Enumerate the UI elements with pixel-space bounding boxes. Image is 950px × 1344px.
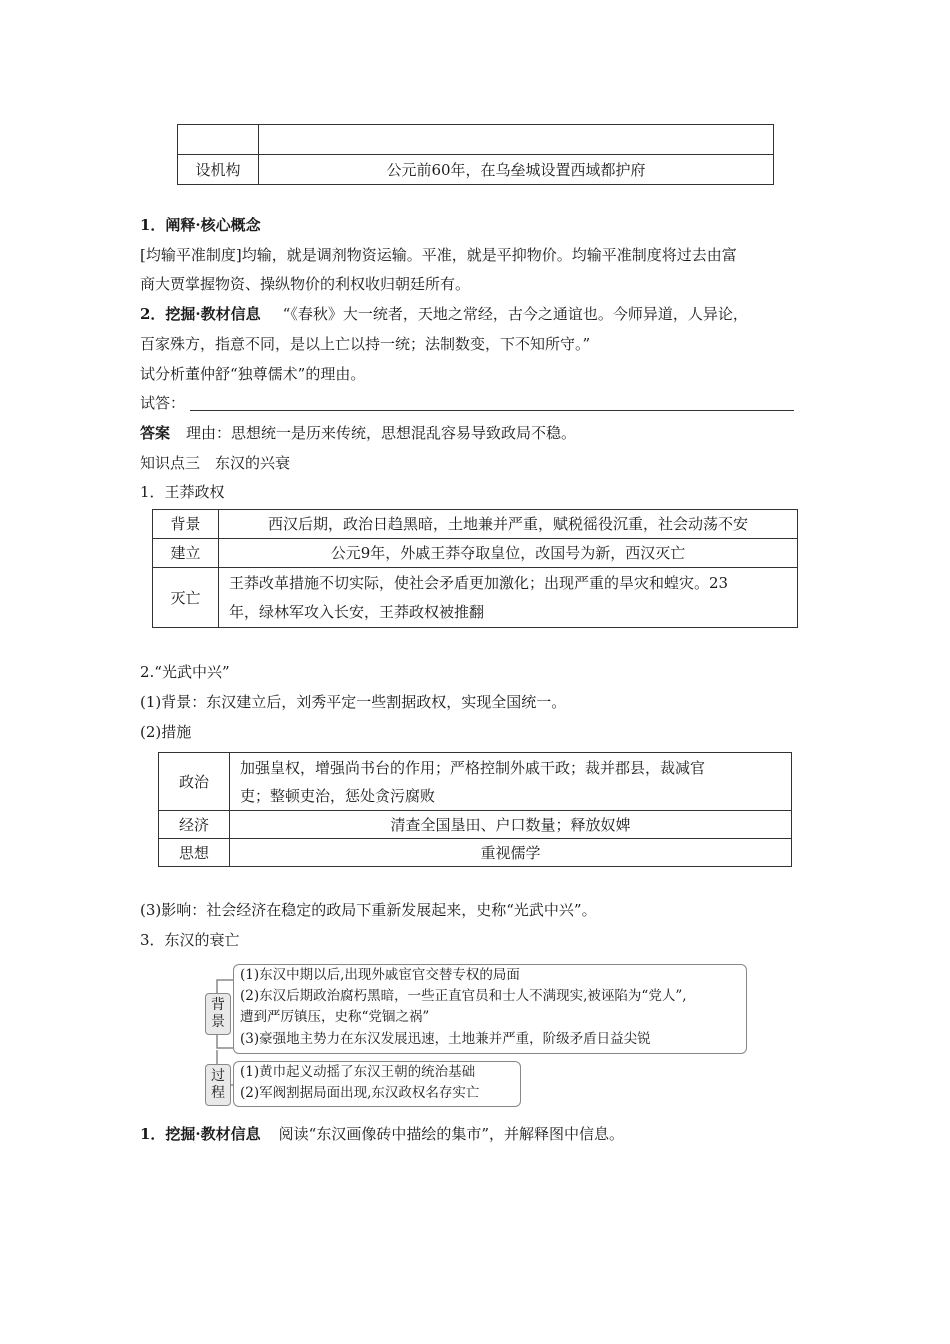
background-item: (3)豪强地主势力在东汉发展迅速，土地兼并严重，阶级矛盾日益尖锐 xyxy=(240,1031,651,1047)
try-answer-label: 试答： xyxy=(140,394,186,412)
background-item: (1)东汉中期以后,出现外戚宦官交替专权的局面 xyxy=(240,967,520,983)
process-label: 过程 xyxy=(205,1064,231,1106)
concept-text-line: [均输平准制度]均输，就是调剂物资运输。平准，就是平抑物价。均输平准制度将过去由富 xyxy=(140,246,737,264)
cell-text: 西汉后期，政治日趋黑暗，土地兼并严重，赋税徭役沉重，社会动荡不安 xyxy=(267,515,748,533)
cell-text: 清查全国垦田、户口数量；释放奴婢 xyxy=(390,815,631,834)
guangwu-measures-heading: (2)措施 xyxy=(140,723,192,741)
table-row xyxy=(159,811,792,839)
wang-mang-heading: 1．王莽政权 xyxy=(140,483,225,501)
textbook-info-heading: 2．挖掘·教材信息 xyxy=(140,305,261,323)
cell-text: 年，绿林军攻入长安，王莽政权被推翻 xyxy=(229,602,485,621)
table-cell-label: 建立 xyxy=(153,539,219,568)
background-label: 背景 xyxy=(205,993,231,1035)
knowledge-point-title: 知识点三 东汉的兴衰 xyxy=(140,454,291,472)
textbook-info-text: 阅读“东汉画像砖中描绘的集市”，并解释图中信息。 xyxy=(278,1125,625,1143)
answer-paragraph xyxy=(140,422,576,444)
table-cell-value xyxy=(259,125,774,155)
background-item: 遭到严厉镇压，史称“党锢之祸” xyxy=(240,1009,430,1025)
concept-text-line: 商大贾掌握物资、操纵物价的利权收归朝廷所有。 xyxy=(140,275,471,293)
table-cell-value xyxy=(230,753,792,811)
guangwu-table xyxy=(158,752,792,867)
answer-label: 答案 xyxy=(140,424,171,442)
table-row xyxy=(153,568,798,628)
decline-heading: 3．东汉的衰亡 xyxy=(140,931,240,949)
question-text: 试分析董仲舒“独尊儒术”的理由。 xyxy=(140,365,366,383)
table-row xyxy=(153,539,798,568)
table-cell-label: 背景 xyxy=(153,510,219,539)
guangwu-background: (1)背景：东汉建立后，刘秀平定一些割据政权，实现全国统一。 xyxy=(140,693,567,711)
answer-blank-line[interactable] xyxy=(190,410,794,411)
table-cell-label: 经济 xyxy=(159,811,230,839)
answer-text: 理由：思想统一是历来传统，思想混乱容易导致政局不稳。 xyxy=(186,424,577,442)
core-concept-heading: 1．阐释·核心概念 xyxy=(140,216,261,234)
table-cell-label: 灭亡 xyxy=(153,568,219,628)
textbook-info-heading: 1．挖掘·教材信息 xyxy=(140,1125,261,1143)
table-cell-value xyxy=(230,811,792,839)
table-row xyxy=(153,510,798,539)
table-cell-label: 政治 xyxy=(159,753,230,811)
quote-text-line: 百家殊方，指意不同，是以上亡以持一统；法制数变，下不知所守。” xyxy=(140,335,591,353)
decline-diagram xyxy=(200,960,760,1110)
background-item: (2)东汉后期政治腐朽黑暗，一些正直官员和士人不满现实,被诬陷为“党人”, xyxy=(240,988,687,1004)
guangwu-heading: 2.“光武中兴” xyxy=(140,663,230,681)
table-cell-value xyxy=(219,568,798,628)
quote-text-line: “《春秋》大一统者，天地之常经，古今之通谊也。今师异道，人异论， xyxy=(282,305,748,323)
table-cell-value xyxy=(230,839,792,867)
guangwu-effect: (3)影响：社会经济在稳定的政局下重新发展起来，史称“光武中兴”。 xyxy=(140,901,597,919)
table-cell-value xyxy=(219,510,798,539)
cell-text: 吏；整顿吏治，惩处贪污腐败 xyxy=(240,786,436,805)
cell-text: 加强皇权，增强尚书台的作用；严格控制外戚干政；裁并郡县，裁减官 xyxy=(240,758,706,777)
textbook-info-paragraph xyxy=(140,1123,624,1145)
cell-text: 重视儒学 xyxy=(480,843,541,862)
textbook-info-paragraph xyxy=(140,303,748,325)
table-cell-label xyxy=(178,125,259,155)
table-row xyxy=(178,125,774,155)
process-item: (1)黄巾起义动摇了东汉王朝的统治基础 xyxy=(240,1064,476,1080)
cell-text: 公元9年，外戚王莽夺取皇位，改国号为新，西汉灭亡 xyxy=(330,544,686,562)
process-item: (2)军阀割据局面出现,东汉政权名存实亡 xyxy=(240,1085,480,1101)
wang-mang-table xyxy=(152,509,798,628)
table-cell-label: 设机构 xyxy=(178,155,259,185)
table-row xyxy=(159,839,792,867)
table-cell-value: 公元前60年，在乌垒城设置西域都护府 xyxy=(259,155,774,185)
table-row xyxy=(178,155,774,185)
table-cell-label: 思想 xyxy=(159,839,230,867)
table-cell-value xyxy=(219,539,798,568)
cell-text: 王莽改革措施不切实际，使社会矛盾更加激化；出现严重的旱灾和蝗灾。23 xyxy=(229,573,729,592)
top-table xyxy=(177,124,774,185)
table-row xyxy=(159,753,792,811)
